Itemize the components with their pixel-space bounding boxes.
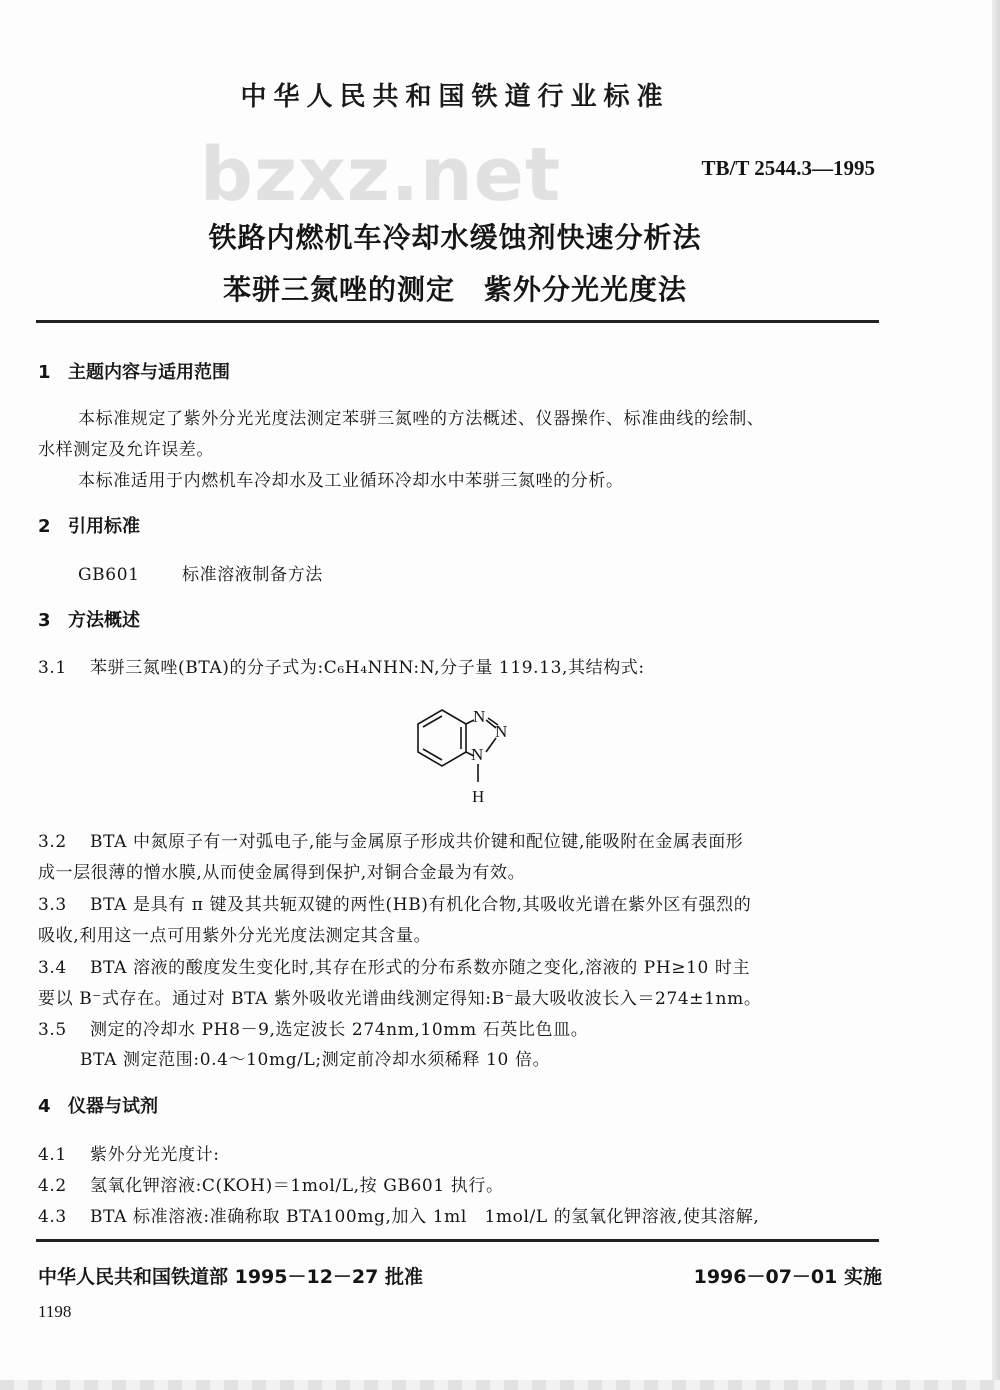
standard-number: TB/T 2544.3—1995	[701, 156, 875, 180]
atom-n-top: N	[473, 707, 486, 726]
clause-text: BTA 溶液的酸度发生变化时,其存在形式的分布系数亦随之变化,溶液的 PH≥10 时主	[90, 958, 751, 978]
section-3-heading	[38, 606, 140, 632]
benzene-ring	[418, 710, 466, 766]
effective-date: 1996－07－01 实施	[693, 1266, 882, 1288]
clause-number: 3.5	[38, 1020, 67, 1040]
clause-3-3-line-1	[38, 890, 751, 915]
clause-text: BTA 标准溶液:准确称取 BTA100mg,加入 1ml 1mol/L 的氢氧化钾溶液,使其溶解,	[90, 1207, 760, 1227]
clause-text: 氢氧化钾溶液:C(KOH)＝1mol/L,按 GB601 执行。	[90, 1176, 504, 1196]
clause-4-3	[38, 1202, 759, 1227]
clause-3-3-line-2: 吸收,利用这一点可用紫外分光光度法测定其含量。	[38, 926, 432, 946]
reference-code: GB601	[78, 565, 140, 585]
section-number: 2	[38, 516, 51, 537]
footer-divider	[36, 1239, 879, 1242]
clause-3-4-line-2: 要以 B⁻式存在。通过对 BTA 紫外吸收光谱曲线测定得知:B⁻最大吸收波长入＝274±1nm。	[38, 989, 762, 1009]
atom-n-right: N	[495, 722, 508, 741]
clause-3-2-line-2: 成一层很薄的憎水膜,从而使金属得到保护,对铜合金最为有效。	[38, 863, 526, 883]
clause-number: 4.3	[38, 1207, 67, 1227]
clause-number: 3.1	[38, 658, 67, 678]
double-bond	[423, 749, 442, 760]
clause-number: 3.3	[38, 895, 67, 915]
scan-edge-bottom	[0, 1380, 1000, 1390]
section-title: 仪器与试剂	[68, 1096, 158, 1117]
clause-text: 紫外分光光度计:	[90, 1145, 220, 1165]
page-number: 1198	[38, 1302, 72, 1321]
clause-3-1	[38, 653, 645, 678]
clause-3-5-line-2: BTA 测定范围:0.4～10mg/L;测定前冷却水须稀释 10 倍。	[80, 1050, 551, 1070]
section-1-heading	[38, 358, 230, 384]
section-title: 主题内容与适用范围	[68, 362, 230, 383]
clause-3-4-line-1	[38, 953, 750, 978]
double-bond	[423, 716, 442, 727]
title-line-1: 铁路内燃机车冷却水缓蚀剂快速分析法	[208, 221, 702, 254]
reference-item	[78, 560, 323, 585]
s1-paragraph-2: 本标准适用于内燃机车冷却水及工业循环冷却水中苯骈三氮唑的分析。	[78, 471, 624, 491]
clause-text: BTA 是具有 π 键及其共轭双键的两性(HB)有机化合物,其吸收光谱在紫外区有强烈的	[90, 895, 752, 915]
section-number: 1	[38, 362, 51, 383]
section-number: 4	[38, 1096, 51, 1117]
clause-4-1	[38, 1140, 220, 1165]
watermark: bzxz.net	[200, 132, 562, 218]
clause-number: 4.1	[38, 1145, 67, 1165]
section-title: 引用标准	[68, 516, 140, 537]
section-number: 3	[38, 610, 51, 631]
section-2-heading	[38, 512, 140, 538]
clause-number: 3.2	[38, 832, 67, 852]
bta-structure-diagram	[390, 690, 530, 810]
section-4-heading	[38, 1092, 158, 1118]
clause-4-2	[38, 1171, 504, 1196]
clause-number: 3.4	[38, 958, 67, 978]
clause-text: 测定的冷却水 PH8－9,选定波长 274nm,10mm 石英比色皿。	[90, 1020, 589, 1040]
atom-n-bottom: N	[471, 745, 484, 764]
clause-3-2-line-1	[38, 827, 743, 852]
reference-title: 标准溶液制备方法	[182, 565, 323, 585]
issued-by: 中华人民共和国铁道部 1995－12－27 批准	[38, 1266, 423, 1288]
standard-header: 中华人民共和国铁道行业标准	[240, 82, 670, 112]
scan-edge-right	[992, 0, 1000, 1390]
section-title: 方法概述	[68, 610, 140, 631]
clause-text: BTA 中氮原子有一对弧电子,能与金属原子形成共价键和配位键,能吸附在金属表面形	[90, 832, 744, 852]
clause-3-5-line-1	[38, 1015, 588, 1040]
clause-text: 苯骈三氮唑(BTA)的分子式为:C₆H₄NHN:N,分子量 119.13,其结构式:	[90, 658, 645, 678]
clause-number: 4.2	[38, 1176, 67, 1196]
s1-paragraph-1-line-1: 本标准规定了紫外分光光度法测定苯骈三氮唑的方法概述、仪器操作、标准曲线的绘制、	[78, 409, 765, 429]
atom-h: H	[472, 787, 485, 806]
s1-paragraph-1-line-2: 水样测定及允许误差。	[38, 440, 214, 460]
top-divider	[36, 320, 879, 323]
title-line-2: 苯骈三氮唑的测定 紫外分光光度法	[222, 273, 687, 306]
